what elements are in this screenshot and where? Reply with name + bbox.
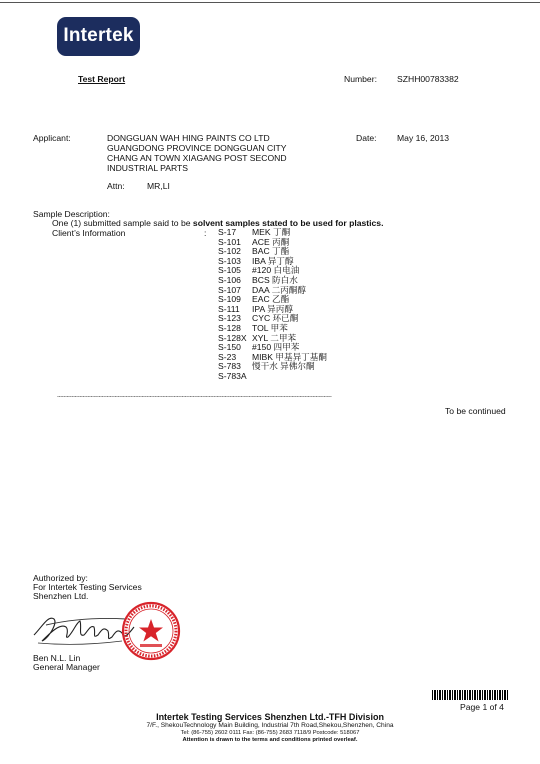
sample-description-prefix: One (1) submitted sample said to be	[52, 218, 193, 228]
sample-row	[218, 305, 398, 315]
to-be-continued: To be continued	[445, 406, 506, 416]
sample-code: S-107	[218, 284, 241, 295]
sample-row	[218, 314, 398, 324]
sample-name: EAC 乙酯	[252, 294, 290, 305]
sample-code: S-103	[218, 255, 241, 266]
sample-code: S-123	[218, 313, 241, 324]
sample-row	[218, 295, 398, 305]
sample-code: S-101	[218, 236, 241, 247]
page-number: Page 1 of 4	[460, 702, 504, 712]
sample-code: S-128X	[218, 332, 247, 343]
sample-code: S-23	[218, 351, 237, 362]
sample-name: IBA 异丁醇	[252, 255, 294, 266]
sample-row	[218, 238, 398, 248]
top-border-line	[0, 2, 540, 3]
footer-attention: Attention is drawn to the terms and conditions printed overleaf.	[182, 737, 358, 743]
sample-name: MIBK 甲基异丁基酮	[252, 351, 327, 362]
sample-code: S-109	[218, 294, 241, 305]
footer-company: Intertek Testing Services Shenzhen Ltd.-TFH Division	[156, 712, 384, 722]
sample-code: S-783A	[218, 370, 247, 381]
sample-code: S-128	[218, 322, 241, 333]
date-value: May 16, 2013	[397, 133, 450, 143]
attn-value: MR,LI	[147, 181, 170, 191]
applicant-address-line-1: DONGGUAN WAH HING PAINTS CO LTD	[107, 133, 270, 143]
sample-code: S-783	[218, 361, 241, 372]
sample-name: 慢干水 异佛尔酮	[252, 361, 315, 372]
applicant-address-line-2: GUANGDONG PROVINCE DONGGUAN CITY	[107, 143, 287, 153]
applicant-address-line-3: CHANG AN TOWN XIAGANG POST SECOND	[107, 153, 287, 163]
authorized-company-line: Shenzhen Ltd.	[33, 591, 89, 601]
sample-row	[218, 247, 398, 257]
barcode	[432, 690, 508, 700]
sample-description-label: Sample Description:	[33, 209, 110, 219]
report-title: Test Report	[78, 74, 126, 84]
sample-name: ACE 丙酮	[252, 236, 290, 247]
sample-row	[218, 286, 398, 296]
company-seal-stamp	[120, 600, 182, 662]
signer-name: Ben N.L. Lin	[33, 653, 81, 663]
sample-code: S-17	[218, 227, 237, 237]
sample-name: XYL 二甲苯	[252, 332, 297, 343]
sample-code: S-150	[218, 342, 241, 353]
date-label: Date:	[356, 133, 377, 143]
sample-code: S-106	[218, 274, 241, 285]
sample-name: MEK 丁酮	[252, 227, 291, 237]
report-number-label: Number:	[344, 74, 377, 84]
sample-name: #150 四甲苯	[252, 342, 300, 353]
intertek-logo: Intertek	[57, 17, 140, 56]
sample-row	[218, 228, 398, 238]
sample-row	[218, 372, 398, 382]
sample-row	[218, 257, 398, 267]
signer-title: General Manager	[33, 662, 100, 672]
sample-name: BCS 防白水	[252, 274, 298, 285]
sample-name: DAA 二丙酮醇	[252, 284, 306, 295]
sample-code: S-102	[218, 246, 241, 257]
attn-label: Attn:	[107, 181, 125, 191]
applicant-label: Applicant:	[33, 133, 71, 143]
footer-contact: Tel: (86-755) 2602 0111 Fax: (86-755) 2683 7118/9 Postcode: 518067	[180, 730, 360, 736]
client-info-colon: :	[204, 228, 207, 238]
sample-code: S-105	[218, 265, 241, 276]
sample-row	[218, 266, 398, 276]
applicant-address-line-4: INDUSTRIAL PARTS	[107, 163, 189, 173]
sample-name: BAC 丁酯	[252, 246, 290, 257]
sample-row	[218, 276, 398, 286]
sample-name: IPA 异丙醇	[252, 303, 293, 314]
separator-asterisks: ****************************************************************************************************************************************************************************	[57, 396, 332, 400]
authorized-by-label: Authorized by:	[33, 573, 88, 583]
sample-list	[218, 228, 398, 382]
sample-row	[218, 334, 398, 344]
authorized-for-line: For Intertek Testing Services	[33, 582, 142, 592]
sample-name: CYC 环已酮	[252, 313, 299, 324]
sample-name: TOL 甲苯	[252, 322, 288, 333]
footer-address: 7/F., ShekouTechnology Main Building, Industrial 7th Road,Shekou,Shenzhen, China	[146, 722, 394, 729]
report-number-value: SZHH00783382	[397, 74, 459, 84]
sample-code: S-111	[218, 303, 240, 314]
sample-name: #120 白电油	[252, 265, 300, 276]
client-info-label: Client’s Information	[52, 228, 126, 238]
sample-description-bold: solvent samples stated to be used for plastics.	[192, 218, 384, 228]
